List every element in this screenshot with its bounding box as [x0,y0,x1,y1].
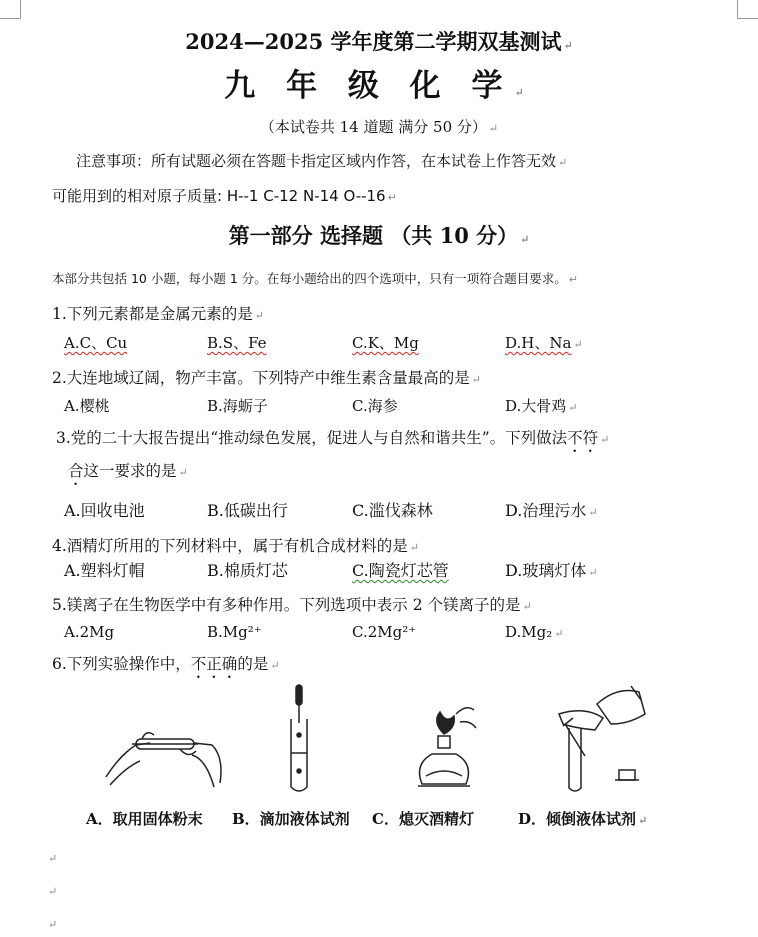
part-one-title: 第一部分 选择题 （共 10 分） ↵ [228,223,530,248]
subject-title: 九 年 级 化 学 ↵ [224,68,534,104]
alcohol-lamp-illustration [410,700,480,792]
caption-c: C．熄灭酒精灯 [372,810,474,828]
q2-option-d: D.大骨鸡 ↵ [505,397,578,415]
question-3-stem-cont: 合这一要求的是 ↵ [68,462,188,480]
q3-option-c: C.滥伐森林 [352,501,433,520]
atomic-masses: 可能用到的相对原子质量: H--1 C-12 N-14 O--16 ↵ [52,187,397,205]
q3-option-d: D.治理污水 ↵ [505,501,598,520]
q4-option-a: A.塑料灯帽 [64,561,145,580]
q1-option-a: A.C、Cu [64,334,128,352]
q3-option-a: A.回收电池 [64,501,145,520]
q1-option-c: C.K、Mg [352,334,419,352]
part-one-intro: 本部分共包括 10 小题，每小题 1 分。在每小题给出的四个选项中，只有一项符合题目要求。 ↵ [52,271,578,286]
question-2-stem: 2.大连地域辽阔，物产丰富。下列特产中维生素含量最高的是 ↵ [52,369,482,387]
solid-powder-illustration [102,715,230,795]
dropper-illustration [285,683,315,797]
q2-option-b: B.海蛎子 [207,397,268,415]
q4-option-b: B.棉质灯芯 [207,561,288,580]
crop-mark-right [737,0,758,19]
question-4-stem: 4.酒精灯所用的下列材料中，属于有机合成材料的是 ↵ [52,537,420,555]
q2-option-a: A.樱桃 [64,397,110,415]
notice: 注意事项：所有试题必须在答题卡指定区域内作答，在本试卷上作答无效 ↵ [76,152,568,170]
caption-b: B．滴加液体试剂 [232,810,350,828]
q1-option-d: D.H、Na ↵ [505,334,583,352]
exam-info: （本试卷共 14 道题 满分 50 分） ↵ [259,118,499,136]
q1-option-b: B.S、Fe [207,334,267,352]
question-3-stem: 3.党的二十大报告提出“推动绿色发展，促进人与自然和谐共生”。下列做法不符 ↵ [56,429,610,447]
q4-option-c: C.陶瓷灯芯管 [352,561,449,580]
question-1-stem: 1.下列元素都是金属元素的是 ↵ [52,305,265,323]
q5-option-b: B.Mg²⁺ [207,623,262,641]
empty-paragraph-mark: ↵ [48,852,58,865]
q3-option-b: B.低碳出行 [207,501,288,520]
empty-paragraph-mark: ↵ [48,918,58,931]
question-6-stem: 6.下列实验操作中，不正确的是 ↵ [52,655,280,673]
exam-title: 2024—2025 学年度第二学期双基测试 ↵ [185,29,573,54]
q4-option-d: D.玻璃灯体 ↵ [505,561,598,580]
q5-option-d: D.Mg₂ ↵ [505,623,564,641]
empty-paragraph-mark: ↵ [48,885,58,898]
question-5-stem: 5.镁离子在生物医学中有多种作用。下列选项中表示 2 个镁离子的是 ↵ [52,596,532,614]
q2-option-c: C.海参 [352,397,398,415]
pouring-illustration [545,684,649,796]
q5-option-a: A.2Mg [64,623,115,641]
caption-a: A．取用固体粉末 [86,810,203,828]
caption-d: D．倾倒液体试剂 ↵ [518,810,648,828]
crop-mark-left [0,0,21,19]
q5-option-c: C.2Mg²⁺ [352,623,417,641]
